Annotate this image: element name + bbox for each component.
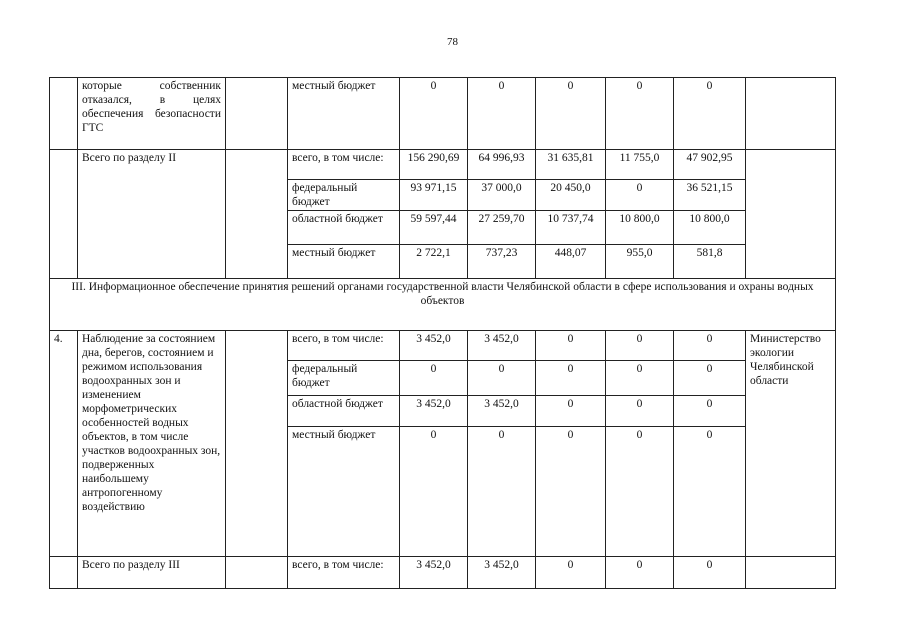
executor-cell: Министерство экологии Челябинской области — [746, 331, 836, 557]
value-cell: 0 — [606, 78, 674, 150]
funding-source: федеральный бюджет — [288, 180, 400, 211]
value-cell: 0 — [674, 78, 746, 150]
value-cell: 0 — [536, 396, 606, 427]
budget-table — [49, 77, 836, 589]
value-cell: 0 — [536, 361, 606, 396]
funding-source: областной бюджет — [288, 211, 400, 245]
section-heading: III. Информационное обеспечение принятия решений органами государственной власти Челябинской области в сфере использования и охраны водных объектов — [50, 279, 836, 331]
value-cell: 0 — [606, 180, 674, 211]
item-description: Наблюдение за состоянием дна, берегов, состоянием и режимом использования водоохранных зон и изменением морфометрических особенностей водных объектов, в том числе участков водоохранных зон, подверженных наибольшему антропогенному воздействию — [78, 331, 226, 557]
funding-source: федеральный бюджет — [288, 361, 400, 396]
value-cell: 3 452,0 — [400, 396, 468, 427]
value-cell: 0 — [606, 331, 674, 361]
value-cell: 27 259,70 — [468, 211, 536, 245]
value-cell: 0 — [674, 331, 746, 361]
value-cell: 11 755,0 — [606, 150, 674, 180]
item-description: которые собственник отказался, в целях обеспечения безопасности ГТС — [78, 78, 226, 150]
value-cell: 47 902,95 — [674, 150, 746, 180]
value-cell: 0 — [674, 361, 746, 396]
empty-cell — [226, 150, 288, 279]
funding-source: местный бюджет — [288, 427, 400, 557]
funding-source: местный бюджет — [288, 78, 400, 150]
section-total-label: Всего по разделу III — [78, 557, 226, 589]
value-cell: 64 996,93 — [468, 150, 536, 180]
value-cell: 581,8 — [674, 245, 746, 279]
value-cell: 2 722,1 — [400, 245, 468, 279]
value-cell: 10 737,74 — [536, 211, 606, 245]
value-cell: 0 — [400, 78, 468, 150]
value-cell: 20 450,0 — [536, 180, 606, 211]
value-cell: 0 — [606, 361, 674, 396]
value-cell: 156 290,69 — [400, 150, 468, 180]
value-cell: 3 452,0 — [468, 396, 536, 427]
value-cell: 737,23 — [468, 245, 536, 279]
table-row — [50, 557, 836, 589]
value-cell: 0 — [674, 396, 746, 427]
executor-cell — [746, 150, 836, 279]
funding-source: всего, в том числе: — [288, 557, 400, 589]
value-cell: 36 521,15 — [674, 180, 746, 211]
value-cell: 0 — [468, 427, 536, 557]
value-cell: 31 635,81 — [536, 150, 606, 180]
empty-cell — [226, 557, 288, 589]
page-number: 78 — [447, 36, 458, 48]
value-cell: 10 800,0 — [606, 211, 674, 245]
value-cell: 0 — [536, 331, 606, 361]
table-row — [50, 331, 836, 361]
value-cell: 0 — [674, 557, 746, 589]
value-cell: 10 800,0 — [674, 211, 746, 245]
value-cell: 0 — [400, 427, 468, 557]
row-number-cell — [50, 78, 78, 150]
value-cell: 0 — [468, 361, 536, 396]
section-total-label: Всего по разделу II — [78, 150, 226, 279]
table-row — [50, 78, 836, 150]
value-cell: 955,0 — [606, 245, 674, 279]
value-cell: 0 — [536, 78, 606, 150]
value-cell: 0 — [606, 557, 674, 589]
row-number-cell: 4. — [50, 331, 78, 557]
table-row — [50, 279, 836, 331]
funding-source: всего, в том числе: — [288, 150, 400, 180]
value-cell: 59 597,44 — [400, 211, 468, 245]
executor-cell — [746, 78, 836, 150]
value-cell: 0 — [674, 427, 746, 557]
value-cell: 3 452,0 — [400, 557, 468, 589]
row-number-cell — [50, 557, 78, 589]
value-cell: 0 — [400, 361, 468, 396]
value-cell: 0 — [468, 78, 536, 150]
empty-cell — [226, 331, 288, 557]
value-cell: 3 452,0 — [468, 331, 536, 361]
value-cell: 93 971,15 — [400, 180, 468, 211]
empty-cell — [226, 78, 288, 150]
executor-cell — [746, 557, 836, 589]
value-cell: 0 — [606, 427, 674, 557]
funding-source: областной бюджет — [288, 396, 400, 427]
value-cell: 37 000,0 — [468, 180, 536, 211]
funding-source: местный бюджет — [288, 245, 400, 279]
value-cell: 0 — [536, 427, 606, 557]
value-cell: 0 — [536, 557, 606, 589]
value-cell: 3 452,0 — [400, 331, 468, 361]
funding-source: всего, в том числе: — [288, 331, 400, 361]
value-cell: 3 452,0 — [468, 557, 536, 589]
value-cell: 0 — [606, 396, 674, 427]
table-row — [50, 150, 836, 180]
row-number-cell — [50, 150, 78, 279]
value-cell: 448,07 — [536, 245, 606, 279]
